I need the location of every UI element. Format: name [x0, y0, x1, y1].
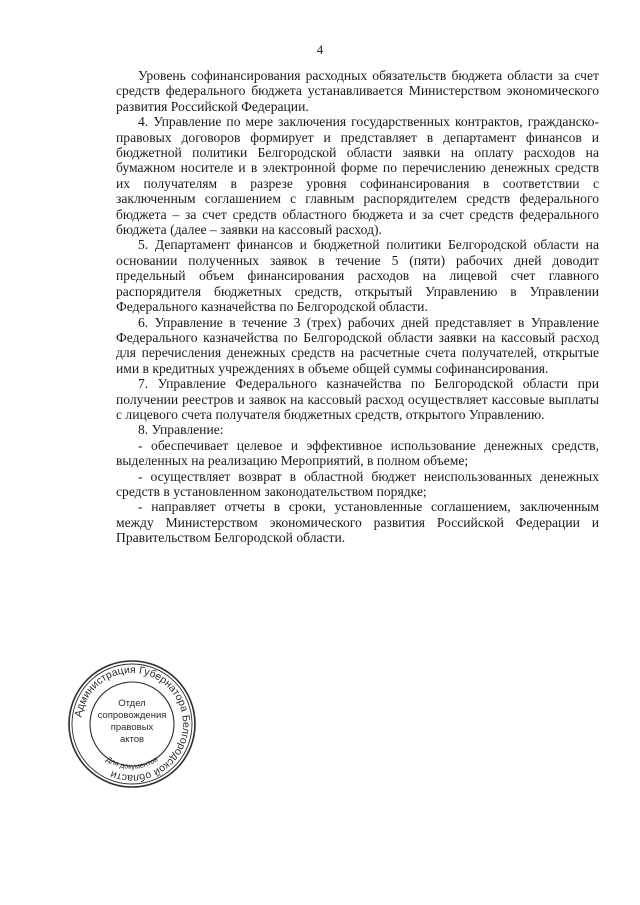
- paragraph-8: 8. Управление:: [138, 422, 224, 438]
- page-number: 4: [316, 42, 324, 57]
- paragraph-8-item-2: - осуществляет возврат в областной бюджет неиспользованных денежных средств в установленном законодательством порядке;: [116, 468, 599, 499]
- paragraph-8-item-3: - направляет отчеты в сроки, установленные соглашением, заключенным между Министерством экономического развития Российской Федерации и Правительством Белгородской области.: [116, 499, 599, 546]
- paragraph-4: 4. Управление по мере заключения государственных контрактов, гражданско-правовых договоров формирует и представляет в департамент финансов и бюджетной политики Белгородской области заявки на оплату расходов на бумажном носителе и в электронной форме по перечислению денежных средств их получателям в разрезе уровня софинансирования в соответствии с заключенным соглашением с главным распорядителем средств федерального бюджета – за счет средств областного бюджета и за счет средств федерального бюджета (далее – заявки на кассовый расход).: [116, 114, 599, 238]
- document-body: [116, 68, 599, 546]
- stamp-line-1: Отдел: [118, 698, 146, 709]
- stamp-line-2: сопровождения: [97, 710, 167, 721]
- stamp-line-4: актов: [119, 734, 145, 745]
- paragraph-cofinancing: Уровень софинансирования расходных обязательств бюджета области за счет средств федерального бюджета устанавливается Министерством экономического развития Российской Федерации.: [116, 68, 599, 114]
- paragraph-7: 7. Управление Федерального казначейства по Белгородской области при получении реестров и заявок на кассовый расход осуществляет кассовые выплаты с лицевого счета получателя бюджетных средств, открытого Управлению.: [116, 376, 599, 422]
- paragraph-6: 6. Управление в течение 3 (трех) рабочих дней представляет в Управление Федерального казначейства по Белгородской области заявки на кассовый расход для перечисления денежных средств на расчетные счета получателей, открытые ими в кредитных учреждениях в объеме общей суммы софинансирования.: [116, 314, 599, 376]
- stamp-ring-text: Администрация Губернатора Белгородской области: [72, 663, 193, 785]
- stamp-bottom-text: Для документов: [104, 754, 160, 771]
- official-stamp: [66, 658, 198, 790]
- paragraph-5: 5. Департамент финансов и бюджетной политики Белгородской области на основании полученных заявок в течение 5 (пяти) рабочих дней доводит предельный объем финансирования расходов на лицевой счет главного распорядителя бюджетных средств, открытый Управлению в Управлении Федерального казначейства по Белгородской области.: [116, 237, 599, 315]
- stamp-seal: [66, 658, 198, 790]
- stamp-line-3: правовых: [110, 722, 154, 733]
- paragraph-8-item-1: - обеспечивает целевое и эффективное использование денежных средств, выделенных на реализацию Мероприятий, в полном объеме;: [116, 437, 599, 469]
